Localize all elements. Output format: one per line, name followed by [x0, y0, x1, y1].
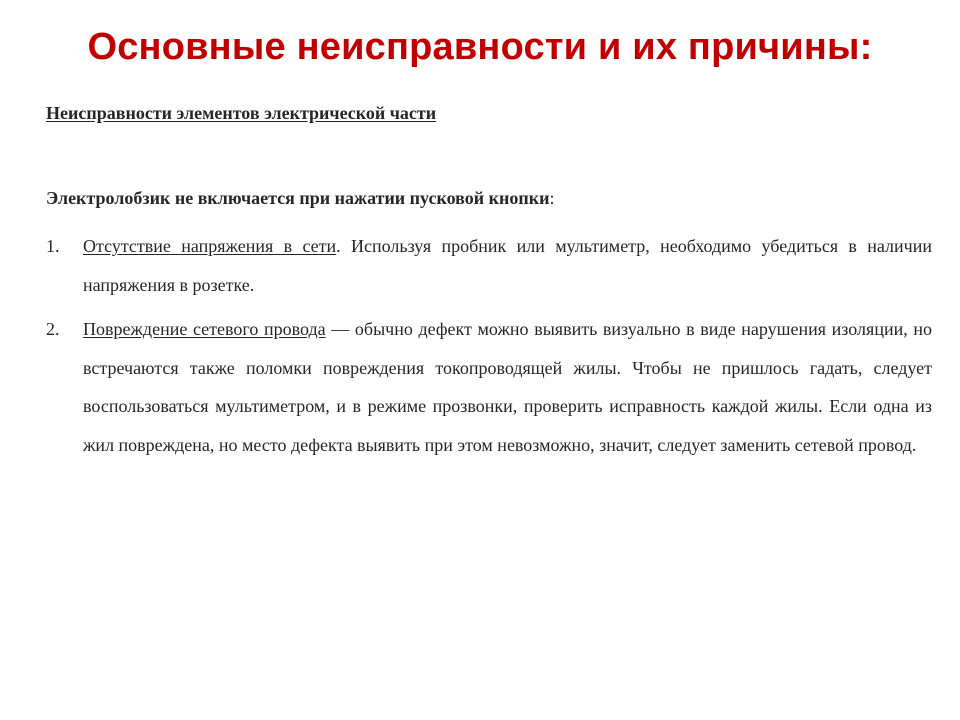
list-item-term: Отсутствие напряжения в сети [83, 236, 337, 256]
list-item-number: 2. [46, 319, 60, 339]
list-item [46, 310, 932, 464]
list-item-number: 1. [46, 236, 60, 256]
intro-colon: : [549, 188, 555, 208]
list-item [46, 227, 932, 304]
list-item-text: . Используя пробник или мультиметр, необходимо убедиться в наличии напряжения в розетке. [83, 236, 932, 295]
intro-text [46, 188, 932, 208]
intro-label: Электролобзик не включается при нажатии пусковой кнопки [46, 188, 550, 208]
slide-title: Основные неисправности и их причины: [87, 26, 873, 68]
fault-list [46, 227, 932, 470]
section-heading: Неисправности элементов электрической части [46, 103, 437, 123]
list-item-text: — обычно дефект можно выявить визуально в виде нарушения изоляции, но встречаются также поломки повреждения токопроводящей жилы. Чтобы не пришлось гадать, следует воспользоваться мультиметром, и в режиме прозвонки, проверить исправность каждой жилы. Если одна из жил повреждена, но место дефекта выявить при этом невозможно, значит, следует заменить сетевой провод. [83, 319, 932, 455]
list-item-term: Повреждение сетевого провода [83, 319, 326, 339]
